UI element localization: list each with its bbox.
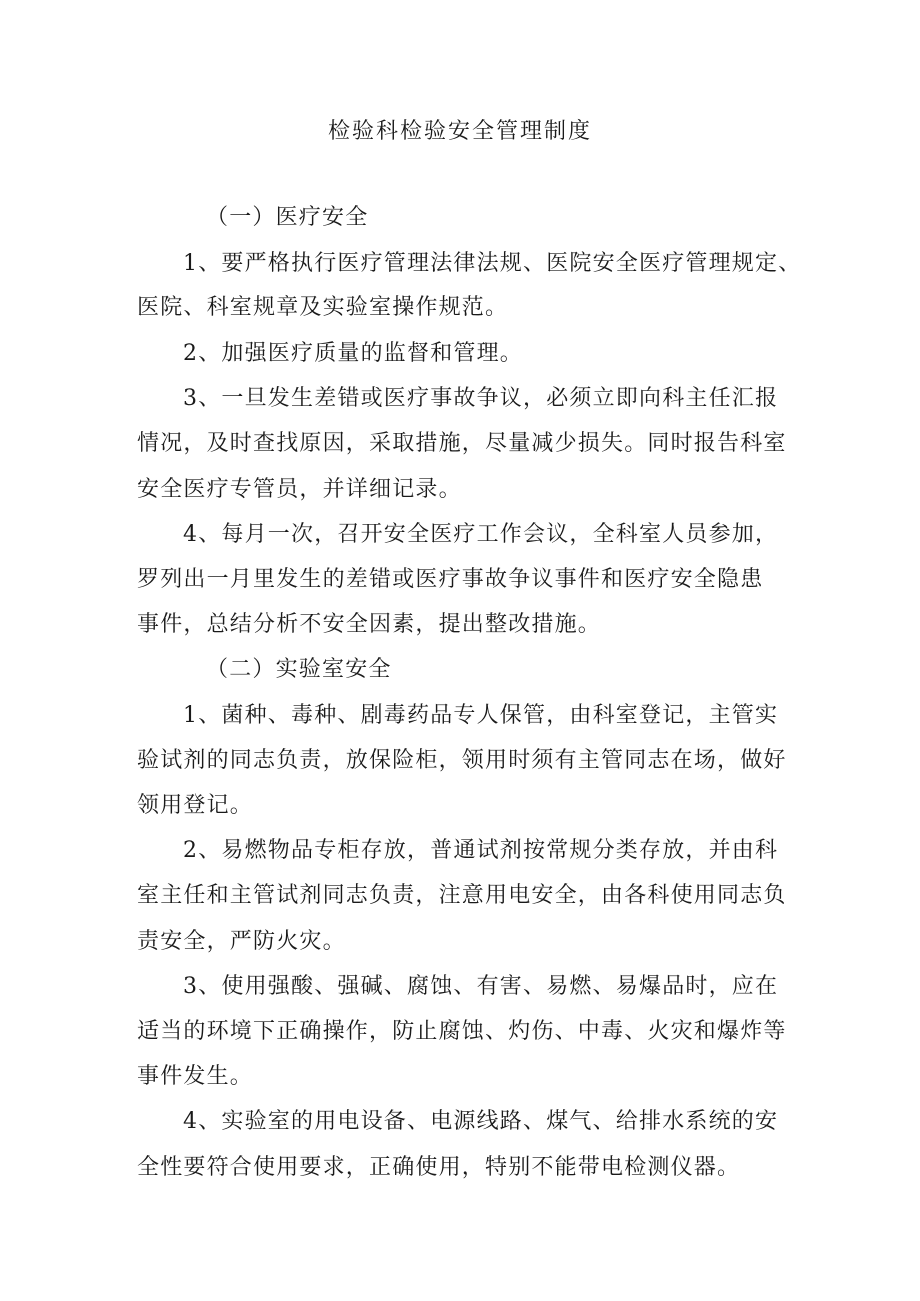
paragraph-line: 情况，及时查找原因，采取措施，尽量减少损失。同时报告科室 <box>137 431 787 456</box>
paragraph-line: 安全医疗专管员，并详细记录。 <box>137 477 462 502</box>
paragraph-line: 全性要符合使用要求，正确使用，特别不能带电检测仪器。 <box>137 1155 741 1180</box>
paragraph-line: 室主任和主管试剂同志负责，注意用电安全，由各科使用同志负 <box>137 883 787 908</box>
paragraph-line: 1、要严格执行医疗管理法律法规、医院安全医疗管理规定、 <box>183 251 802 276</box>
section-heading: （一）医疗安全 <box>206 205 369 230</box>
paragraph-line: 事件发生。 <box>137 1064 254 1089</box>
paragraph-line: 3、使用强酸、强碱、腐蚀、有害、易燃、易爆品时，应在 <box>183 974 779 999</box>
paragraph-line: 4、每月一次，召开安全医疗工作会议，全科室人员参加， <box>183 522 779 547</box>
paragraph-line: 领用登记。 <box>137 793 254 818</box>
paragraph-line: 罗列出一月里发生的差错或医疗事故争议事件和医疗安全隐患 <box>137 567 764 592</box>
paragraph-line: 医院、科室规章及实验室操作规范。 <box>137 295 509 320</box>
document-title: 检验科检验安全管理制度 <box>327 119 592 144</box>
paragraph-line: 4、实验室的用电设备、电源线路、煤气、给排水系统的安 <box>183 1109 779 1134</box>
section-heading: （二）实验室安全 <box>206 657 392 682</box>
paragraph-line: 事件，总结分析不安全因素，提出整改措施。 <box>137 612 602 637</box>
paragraph-line: 验试剂的同志负责，放保险柜，领用时须有主管同志在场，做好 <box>137 748 787 773</box>
paragraph-line: 1、菌种、毒种、剧毒药品专人保管，由科室登记，主管实 <box>183 703 779 728</box>
paragraph-line: 适当的环境下正确操作，防止腐蚀、灼伤、中毒、火灾和爆炸等 <box>137 1019 787 1044</box>
paragraph-line: 3、一旦发生差错或医疗事故争议，必须立即向科主任汇报 <box>183 386 779 411</box>
paragraph-line: 2、加强医疗质量的监督和管理。 <box>183 341 523 366</box>
paragraph-line: 2、易燃物品专柜存放，普通试剂按常规分类存放，并由科 <box>183 838 779 863</box>
paragraph-line: 责安全，严防火灾。 <box>137 929 346 954</box>
